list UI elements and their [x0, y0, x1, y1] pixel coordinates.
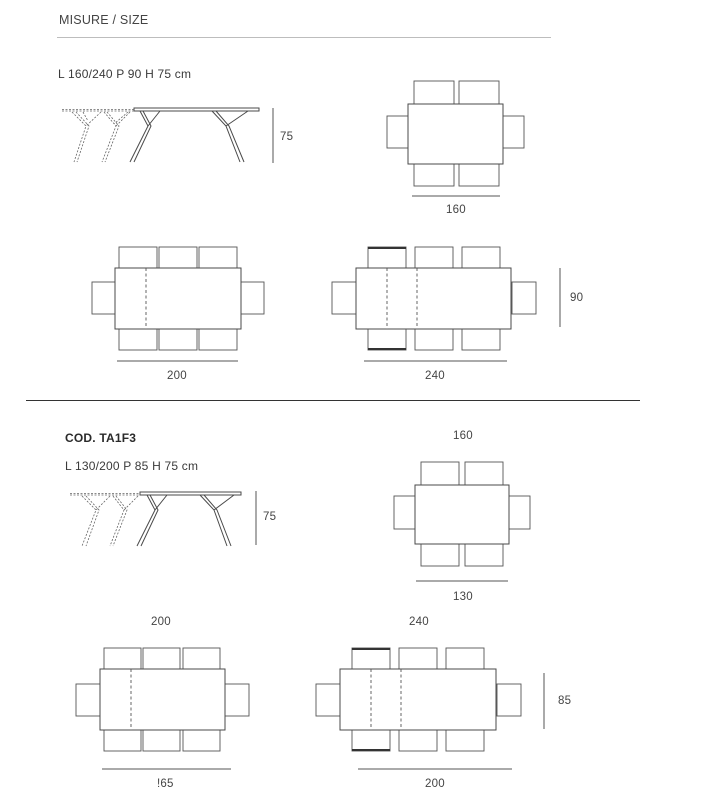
section2-plan-small-width-label: 130: [453, 591, 473, 603]
section2-plan-medium-top-label: 200: [151, 616, 171, 628]
section2-plan-medium-width-label: !65: [157, 778, 174, 790]
section1-side-elevation: [62, 108, 273, 163]
section2-plan-small-top-label: 160: [453, 430, 473, 442]
section1-plan-depth-label: 90: [570, 292, 584, 304]
section2-plan-depth-label: 85: [558, 695, 572, 707]
section2-plan-large-top-label: 240: [409, 616, 429, 628]
section2-plan-large: [316, 648, 544, 769]
section1-plan-medium-width-label: 200: [167, 370, 187, 382]
page-title: MISURE / SIZE: [59, 13, 149, 27]
section1-plan-large: [332, 247, 560, 361]
section2-plan-small: [394, 462, 530, 581]
product-code: COD. TA1F3: [65, 431, 137, 445]
section2-dimensions: L 130/200 P 85 H 75 cm: [65, 459, 199, 473]
section2-plan-large-width-label: 200: [425, 778, 445, 790]
section1-plan-medium: [92, 247, 264, 361]
section1-plan-small-width-label: 160: [446, 204, 466, 216]
section1-side-height-label: 75: [280, 131, 294, 143]
section1-dimensions: L 160/240 P 90 H 75 cm: [58, 67, 192, 81]
section2-plan-medium: [76, 648, 249, 769]
section2-side-elevation: [70, 491, 256, 546]
section2-side-height-label: 75: [263, 511, 277, 523]
section1-plan-small: [387, 81, 524, 196]
section1-plan-large-width-label: 240: [425, 370, 445, 382]
